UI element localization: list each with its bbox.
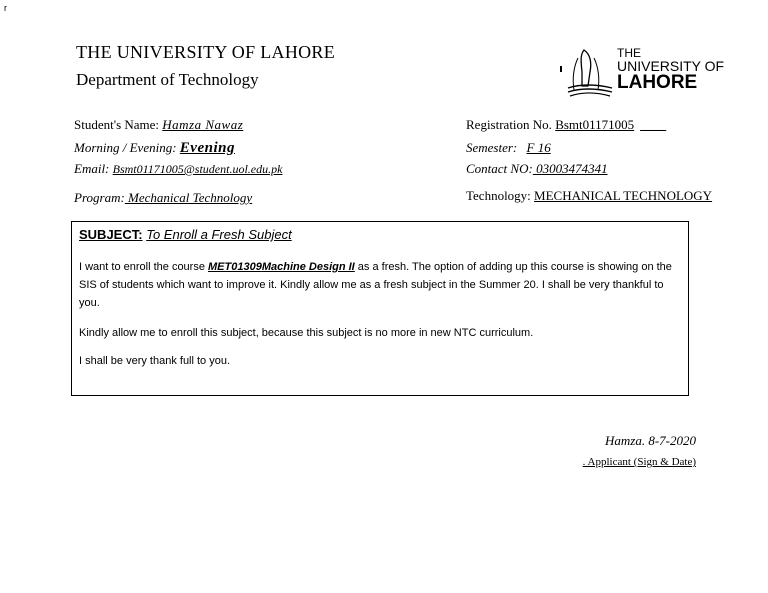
semester-value: F 16	[526, 140, 551, 155]
contact-value: 03003474341	[532, 161, 608, 176]
paragraph-1	[79, 258, 679, 312]
program-label: Program:	[74, 190, 125, 205]
application-body	[71, 221, 689, 396]
paragraph-1-pre: I want to enroll the course	[79, 261, 209, 273]
morning-evening-label: Morning / Evening:	[74, 140, 177, 155]
university-tower-icon	[560, 46, 616, 98]
logo-line-2: UNIVERSITY OF	[617, 58, 725, 74]
logo-line-3: LAHORE	[617, 72, 698, 93]
technology-label: Technology:	[466, 188, 531, 203]
email-label: Email:	[74, 161, 110, 176]
registration-blank: ____	[640, 117, 667, 132]
contact-label: Contact NO:	[466, 161, 533, 176]
course-name: Machine Design II	[261, 261, 355, 273]
subject-label: SUBJECT:	[79, 227, 143, 242]
logo-line-1: THE	[617, 46, 641, 60]
program-row	[74, 190, 252, 206]
semester-row	[466, 140, 551, 156]
technology-row	[466, 188, 712, 204]
university-title: THE UNIVERSITY OF LAHORE	[76, 42, 336, 62]
student-name-value: Hamza Nawaz	[162, 117, 244, 132]
morning-evening-value: Evening	[179, 140, 235, 156]
course-code: MET01309	[208, 261, 262, 273]
student-name-label: Student's Name:	[74, 117, 160, 132]
student-name-row	[74, 117, 243, 133]
registration-value: Bsmt01171005	[555, 117, 635, 132]
email-value: Bsmt01171005@student.uol.edu.pk	[112, 162, 283, 176]
paragraph-1-post: as a fresh. The option of adding up this course is showing on the SIS of students which want to improve it. Kindly allow me as a fresh subject in the Summer 20. I shall be very thankful to you.	[79, 261, 672, 309]
department-title: Department of Technology	[76, 70, 259, 89]
registration-label: Registration No.	[466, 117, 552, 132]
signature-label: . Applicant (Sign & Date)	[582, 456, 696, 468]
technology-value: MECHANICAL TECHNOLOGY	[534, 188, 713, 203]
subject-line	[79, 226, 292, 244]
email-row	[74, 161, 282, 177]
semester-label: Semester:	[466, 140, 518, 155]
program-value: Mechanical Technology	[124, 190, 253, 205]
morning-evening-row	[74, 140, 235, 157]
subject-value: To Enroll a Fresh Subject	[146, 227, 292, 242]
contact-row	[466, 161, 608, 177]
paragraph-3: I shall be very thank full to you.	[79, 355, 231, 367]
applicant-signature: Hamza. 8-7-2020	[605, 433, 696, 448]
registration-row	[466, 117, 666, 133]
university-logo	[560, 46, 735, 98]
corner-mark: r	[4, 3, 7, 13]
paragraph-2: Kindly allow me to enroll this subject, because this subject is no more in new NTC curriculum.	[79, 327, 534, 339]
